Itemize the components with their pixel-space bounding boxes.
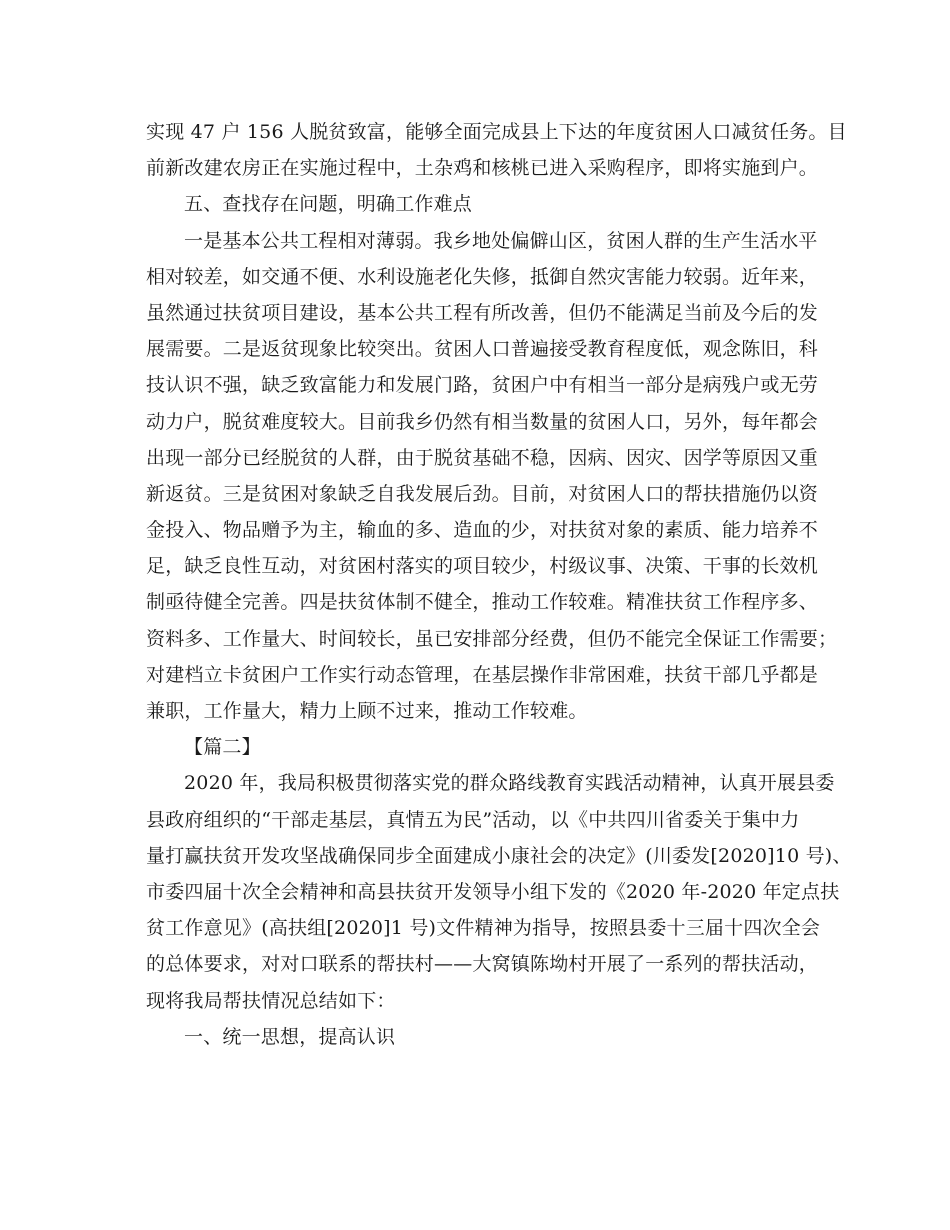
text-line: 一是基本公共工程相对薄弱。我乡地处偏僻山区，贫困人群的生产生活水平	[184, 229, 818, 252]
text-line: 前新改建农房正在实施过程中，土杂鸡和核桃已进入采购程序，即将实施到户。	[146, 157, 819, 180]
text-line: 资料多、工作量大、时间较长，虽已安排部分经费，但仍不能完全保证工作需要；	[146, 627, 838, 650]
text-line: 对建档立卡贫困户工作实行动态管理，在基层操作非常困难，扶贫干部几乎都是	[146, 663, 819, 686]
text-line: 新返贫。三是贫困对象缺乏自我发展后劲。目前，对贫困人口的帮扶措施仍以资	[146, 482, 819, 505]
text-line: 县政府组织的“干部走基层，真情五为民”活动，以《中共四川省委关于集中力	[146, 808, 800, 831]
text-line: 量打赢扶贫开发攻坚战确保同步全面建成小康社会的决定》(川委发[2020]10 号)、	[146, 844, 852, 867]
section-heading: 一、统一思想，提高认识	[184, 1025, 396, 1048]
text-line: 虽然通过扶贫项目建设，基本公共工程有所改善，但仍不能满足当前及今后的发	[146, 301, 819, 324]
text-line: 实现 47 户 156 人脱贫致富，能够全面完成县上下达的年度贫困人口减贫任务。目	[146, 121, 847, 143]
text-line: 兼职，工作量大，精力上顾不过来，推动工作较难。	[146, 700, 588, 722]
text-line: 技认识不强，缺乏致富能力和发展门路，贫困户中有相当一部分是病残户或无劳	[146, 374, 819, 397]
text-line: 市委四届十次全会精神和高县扶贫开发领导小组下发的《2020 年-2020 年定点扶	[146, 880, 840, 903]
text-line: 金投入、物品赠予为主，输血的多、造血的少，对扶贫对象的素质、能力培养不	[146, 519, 819, 542]
text-line: 动力户，脱贫难度较大。目前我乡仍然有相当数量的贫困人口，另外，每年都会	[146, 410, 819, 433]
text-line: 展需要。二是返贫现象比较突出。贫困人口普遍接受教育程度低，观念陈旧，科	[146, 338, 819, 361]
text-line: 的总体要求，对对口联系的帮扶村——大窝镇陈坳村开展了一系列的帮扶活动，	[146, 953, 819, 976]
text-line: 2020 年，我局积极贯彻落实党的群众路线教育实践活动精神，认真开展县委	[184, 772, 835, 795]
text-line: 相对较差，如交通不便、水利设施老化失修，抵御自然灾害能力较弱。近年来，	[146, 265, 819, 288]
text-line: 现将我局帮扶情况总结如下：	[146, 989, 396, 1012]
text-line: 制亟待健全完善。四是扶贫体制不健全，推动工作较难。精准扶贫工作程序多、	[146, 591, 819, 614]
text-line: 足，缺乏良性互动，对贫困村落实的项目较少，村级议事、决策、干事的长效机	[146, 555, 819, 578]
document-body	[146, 114, 852, 1055]
part-heading: 【篇二】	[184, 736, 261, 759]
text-line: 出现一部分已经脱贫的人群，由于脱贫基础不稳，因病、因灾、因学等原因又重	[146, 446, 819, 469]
section-heading: 五、查找存在问题，明确工作难点	[184, 193, 473, 216]
text-line: 贫工作意见》(高扶组[2020]1 号)文件精神为指导，按照县委十三届十四次全会	[146, 917, 821, 940]
